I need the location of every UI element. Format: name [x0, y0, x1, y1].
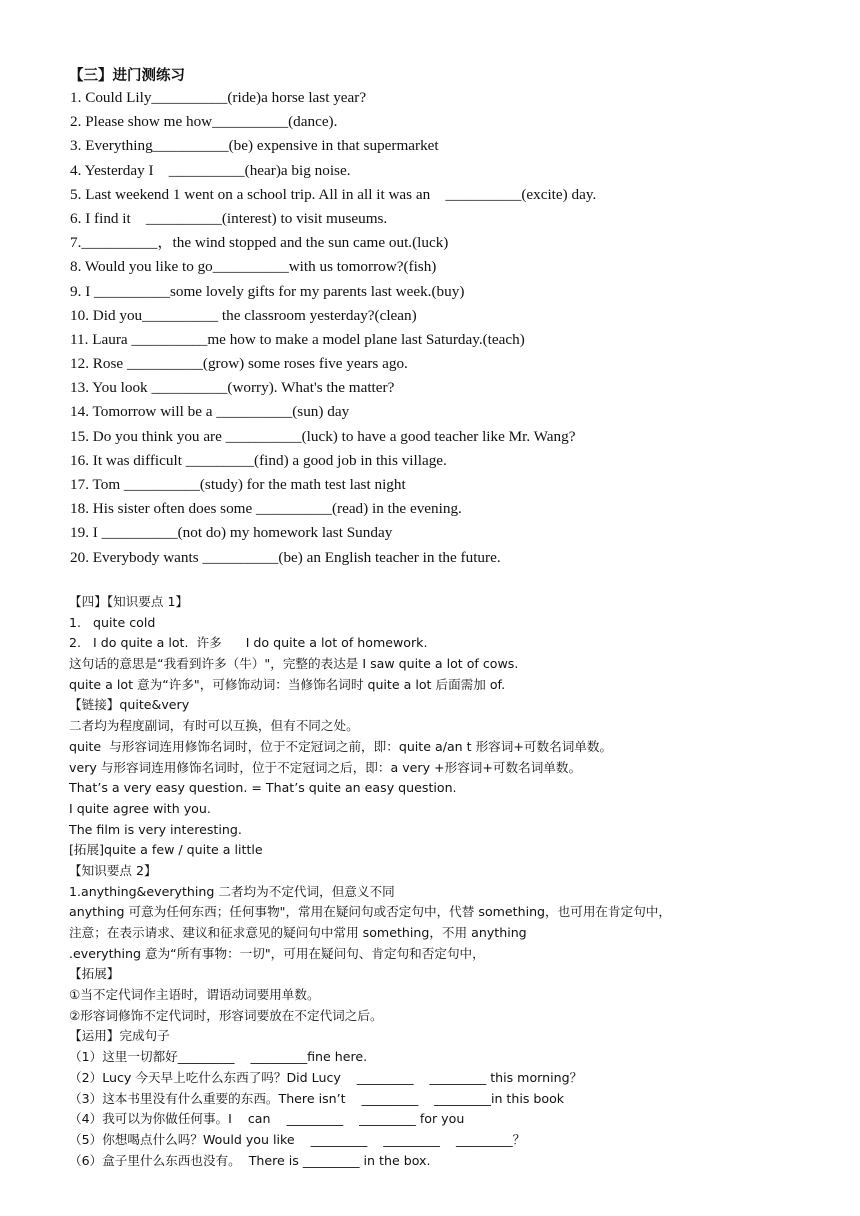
note-line: quite a lot 意为“许多"，可修饰动词：当修饰名词时 quite a lot 后面需加 of.: [69, 676, 506, 692]
exercise-list: [70, 86, 830, 570]
exercise-item: 19. I __________(not do) my homework last Sunday: [70, 524, 393, 542]
section3-heading: 【三】进门测练习: [69, 68, 185, 84]
exercise-item: 5. Last weekend 1 went on a school trip. All in all it was an __________(excite) day.: [70, 185, 597, 203]
exercise-item: 10. Did you__________ the classroom yesterday?(clean): [70, 306, 417, 324]
knowledge-notes: [69, 592, 849, 1171]
note-line: 这句话的意思是“我看到许多（牛）"，完整的表达是 I saw quite a lot of cows.: [69, 656, 519, 672]
extension-heading: 【拓展】: [69, 966, 120, 982]
note-line: .everything 意为“所有事物：一切"，可用在疑问句、肯定句和否定句中，: [69, 945, 485, 961]
practice-item: （5）你想喝点什么吗？Would you like _________ _________ _________？: [69, 1131, 526, 1147]
note-line: 1. quite cold: [69, 614, 156, 630]
note-line: very 与形容词连用修饰名词时，位于不定冠词之后，即：a very +形容词+可数名词单数。: [69, 759, 582, 775]
exercise-item: 9. I __________some lovely gifts for my parents last week.(buy): [70, 282, 465, 300]
example-sentence: The film is very interesting.: [69, 821, 242, 837]
note-line: 2. I do quite a lot. 许多 I do quite a lot of homework.: [69, 635, 428, 651]
link-heading: 【链接】quite&very: [69, 697, 190, 713]
practice-heading: 【运用】完成句子: [69, 1028, 170, 1044]
practice-item: （2）Lucy 今天早上吃什么东西了吗？Did Lucy _________ _________ this morning？: [69, 1069, 583, 1085]
knowledge-point-2-heading: 【知识要点 2】: [69, 862, 157, 878]
section4-heading: 【四】【知识要点 1】: [69, 594, 189, 609]
example-sentence: That’s a very easy question. = That’s quite an easy question.: [69, 780, 457, 796]
exercise-item: 7.__________，the wind stopped and the sun came out.(luck): [70, 234, 449, 252]
exercise-item: 2. Please show me how__________(dance).: [70, 113, 338, 131]
note-line: 1.anything&everything 二者均为不定代词，但意义不同: [69, 883, 395, 899]
exercise-item: 1. Could Lily__________(ride)a horse last year?: [70, 89, 367, 106]
extension-heading: [拓展]quite a few / quite a little: [69, 842, 263, 858]
exercise-item: 12. Rose __________(grow) some roses five years ago.: [70, 355, 408, 373]
note-line: quite 与形容词连用修饰名词时，位于不定冠词之前，即：quite a/an t 形容词+可数名词单数。: [69, 738, 613, 754]
exercise-item: 11. Laura __________me how to make a model plane last Saturday.(teach): [70, 330, 525, 348]
rule-line: ①当不定代词作主语时，谓语动词要用单数。: [69, 987, 320, 1003]
exercise-item: 14. Tomorrow will be a __________(sun) day: [70, 403, 350, 421]
exercise-item: 3. Everything__________(be) expensive in that supermarket: [70, 137, 439, 155]
practice-item: （4）我可以为你做任何事。I can _________ _________ for you: [69, 1111, 465, 1127]
note-line: anything 可意为任何东西；任何事物"，常用在疑问句或否定句中，代替 something，也可用在肯定句中，: [69, 904, 671, 920]
exercise-item: 16. It was difficult _________(find) a good job in this village.: [70, 451, 447, 469]
practice-item: （1）这里一切都好_________ _________fine here.: [69, 1049, 368, 1065]
example-sentence: I quite agree with you.: [69, 800, 211, 816]
exercise-item: 8. Would you like to go__________with us tomorrow?(fish): [70, 258, 437, 276]
practice-item: （3）这本书里没有什么重要的东西。There isn’t _________ _________in this book: [69, 1090, 565, 1106]
exercise-item: 18. His sister often does some __________(read) in the evening.: [70, 500, 462, 518]
exercise-item: 6. I find it __________(interest) to visit museums.: [70, 209, 388, 227]
note-line: 注意；在表示请求、建议和征求意见的疑问句中常用 something，不用 anything: [69, 925, 527, 940]
rule-line: ②形容词修饰不定代词时，形容词要放在不定代词之后。: [69, 1007, 383, 1023]
exercise-item: 15. Do you think you are __________(luck) to have a good teacher like Mr. Wang?: [70, 427, 576, 445]
exercise-item: 17. Tom __________(study) for the math test last night: [70, 476, 406, 493]
note-line: 二者均为程度副词，有时可以互换，但有不同之处。: [69, 718, 359, 734]
exercise-item: 20. Everybody wants __________(be) an English teacher in the future.: [70, 548, 501, 566]
practice-item: （6）盒子里什么东西也没有。 There is _________ in the box.: [69, 1152, 431, 1168]
exercise-item: 4. Yesterday I __________(hear)a big noise.: [70, 161, 351, 179]
exercise-item: 13. You look __________(worry). What's the matter?: [70, 379, 395, 397]
